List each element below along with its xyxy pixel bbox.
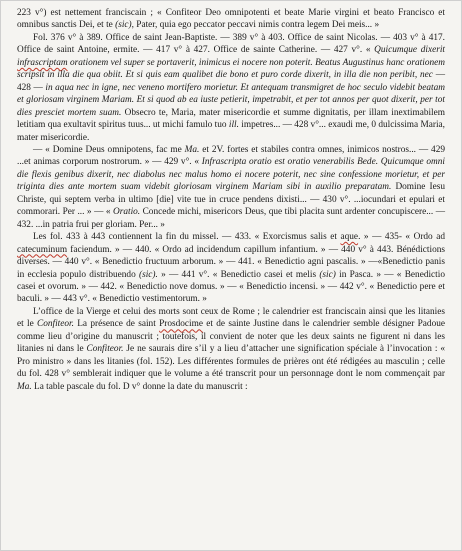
text-run: Fol. 376 v° à 389. Office de saint Jean-Baptiste. — 389 v° à 403. Office de saint Nicolas. — 403 v° à 417. Office de saint Antoine, ermite. — 417 v° à 427. Office de sainte Catherine. — 427 v°. «	[17, 32, 445, 56]
text-run: » — 441 v°. « Benedictio casei et melis	[157, 269, 320, 280]
text-run: La présence de saint	[73, 319, 160, 330]
text-run: impetres... — 428 v°... exaudi me, 0 dulcissima Maria, mater misericordie.	[17, 120, 445, 143]
italic-text: Ma.	[184, 144, 200, 155]
text-run: Je ne saurais dire s’il y a lieu d’attacher une signification spéciale à l’invocation : « Pro ministro » dans les litanies (fol. 152). Les différentes formules de prières ont été rédigées au masculin ; celle du fol. 428 v° semblerait indiquer que le volume a été transcrit pour un personnage dont le nom commençait par	[17, 344, 445, 380]
italic-text: (sic)	[319, 269, 336, 280]
text-run: Obsecro te, Maria, mater misericordie et summe dignitatis, per illam inextimabilem letitiam qua exultavit spiritus tuus... ut michi famulo tuo	[17, 107, 445, 131]
italic-text: Infrascripta oratio est oratio venerabilis Bede. Quicumque omni die flexis genibus dixerit, nec diabolus nec malus homo ei nocere poterit, nec sine confessione morietur, et per triginta dies ante mortem suam videbit gloriosam virginem Mariam sibi in auxilio preparatam.	[17, 157, 445, 193]
italic-text: ill.	[228, 120, 239, 131]
italic-text: Quicumque dixerit	[374, 45, 445, 56]
text-run: Domine Iesu Christe, qui septem verba in ultimo [die] vite tue in cruce pendens dixisti... — 430 v°. ...iocundari et epulari et commorari. Per ... » — «	[17, 182, 445, 218]
italic-text: Confiteor.	[37, 319, 74, 330]
italic-text: Ma.	[17, 381, 32, 392]
text-run: Les fol. 433 à 443 contiennent la fin du missel. — 433. « Exorcismus salis et	[33, 232, 341, 243]
paragraph	[17, 32, 445, 144]
text-run: in Pasca. » — « Benedictio casei et ovorum. » — 442. « Benedictio nove domus. » — « Benedictio incensi. » — 442 v°. « Benedictio pere et baculi. » — 443 v°. « Benedictio vestimentorum. »	[17, 269, 445, 305]
italic-text: (sic).	[138, 269, 158, 280]
text-run: . » — 435- « Ordo ad	[358, 232, 445, 243]
italic-text: Oratio.	[113, 207, 141, 218]
text-run: — « Domine Deus omnipotens, fac me	[33, 144, 185, 155]
text-run: faciendum. » — 440. « Ordo ad incidendum capillum infantium. » — 440 v° à 443. Bénédictions diverses. — 440 v°. « Benedictio fructuum arborum. » — 441. « Benedictio agni pascalis. » —«Benedictio panis in ecclesia populo distribuendo	[17, 244, 445, 280]
text-run: — 428 —	[17, 70, 445, 93]
italic-text: in aqua nec in igne, nec veneno mortifero morietur. Et antequam transmigret de hoc seculo videbit beatam et gloriosam virginem Mariam. Et si quod ab ea iuste petierit, impetrabit, et per tot annos per quot dixerit, per tot dies presciet mortem suam.	[17, 82, 445, 118]
paragraph	[17, 231, 445, 306]
paragraph	[17, 306, 445, 393]
flagged-word: aque	[340, 232, 359, 243]
text-run: et de sainte Justine dans le calendrier semble désigner Padoue comme lieu d’origine du manuscrit ; toutefois, il convient de noter que les deux saints ne figurent ni dans les litanies ni dans le	[17, 319, 445, 355]
flagged-word: infrascriptam	[17, 57, 68, 68]
text-run: 223 v°) est nettement franciscain ; « Confiteor Deo omnipotenti et beate Marie virgini et beato Francisco et omnibus sanctis Dei, et te	[17, 8, 445, 31]
flagged-word: Prosdocime	[159, 319, 203, 330]
text-run: et 2V. fortes et stabiles contra omnes, inimicos nostros... — 429 ...et animas corporum nostrorum. » — 429 v°. «	[17, 144, 445, 168]
flagged-word: catecuminum	[17, 244, 68, 255]
text-run: Concede michi, misericors Deus, que tibi placita sunt ardenter concupiscere... — 432. ...in patria frui per gloriam. Per... »	[17, 207, 445, 230]
text-run: L’office de la Vierge et celui des morts sont ceux de Rome ; le calendrier est franciscain ainsi que les litanies et le	[17, 306, 445, 330]
italic-text: (sic)	[115, 20, 132, 31]
paragraph	[17, 144, 445, 231]
text-run: , Pater, quia ego peccator peccavi nimis contra legem Dei meis... »	[131, 20, 380, 31]
paragraph	[17, 7, 445, 32]
italic-text: Confiteor.	[86, 344, 124, 355]
text-run: La table pascale du fol. D v° donne la date du manuscrit :	[31, 381, 248, 392]
italic-text: orationem vel super se portaverit, inimicus ei nocere non poterit. Beatus Augustinus hanc orationem scripsit in illa die qua obiit. Et si quis eam qualibet die bono et puro corde dixerit, in illa die non peribit, nec	[17, 57, 445, 81]
